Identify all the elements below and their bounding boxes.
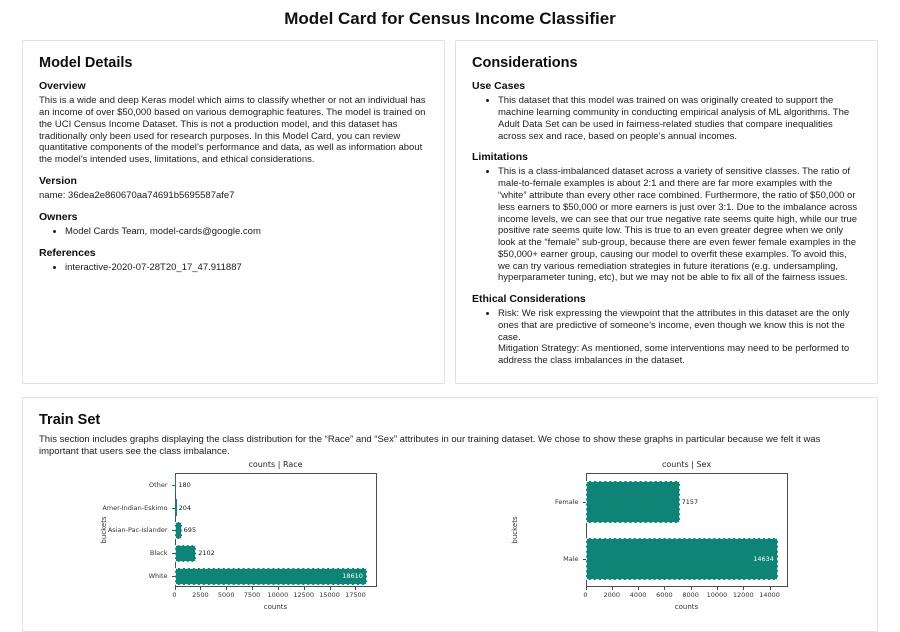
bar-white [175, 568, 367, 585]
xtick-mark [355, 587, 356, 590]
charts-row [39, 460, 861, 618]
bar-value: 7157 [681, 497, 699, 506]
bar-value: 180 [178, 480, 191, 489]
version-heading: Version [39, 174, 77, 187]
ethical-item [498, 308, 861, 367]
ytick-label: Male [563, 554, 579, 563]
xtick-label: 12000 [732, 591, 754, 600]
bar-asian-pac-islander [175, 522, 182, 539]
ethical-considerations-list [472, 308, 861, 367]
sex-chart-column [450, 460, 861, 618]
bar-other [175, 476, 177, 493]
ytick-label: Amer-Indian-Eskimo [102, 503, 168, 512]
considerations-heading: Considerations [472, 55, 578, 72]
race-counts-chart [99, 460, 391, 618]
chart-xlabel: counts [674, 603, 699, 612]
xtick-label: 0 [172, 591, 177, 600]
model-details-heading: Model Details [39, 55, 133, 72]
ytick-label: Black [149, 549, 168, 558]
bar-value: 14634 [753, 554, 774, 563]
xtick-mark [586, 587, 587, 590]
ytick-label: Female [554, 497, 579, 506]
xtick-label: 5000 [217, 591, 235, 600]
ethical-risk-text: • Risk: We risk expressing the viewpoint that the attributes in this dataset are the only ones that are predictive of someone’s income, even though we know this is not the case. [498, 308, 850, 343]
xtick-mark [200, 587, 201, 590]
bar-value: 695 [183, 526, 197, 535]
ytick-label: Other [149, 480, 168, 489]
ethical-considerations-heading: Ethical Considerations [472, 293, 586, 306]
xtick-mark [330, 587, 331, 590]
use-case-item: • This dataset that this model was trained on was originally created to support the machine learning community in conducting empirical analysis of ML algorithms. The Adult Data Set can be used in fairness-related studies that compare inequalities across sex and race, based on people’s annual incomes. [498, 95, 861, 142]
limitations-list [472, 166, 861, 284]
xtick-mark [638, 587, 639, 590]
xtick-mark [252, 587, 253, 590]
xtick-label: 4000 [629, 591, 647, 600]
ytick-mark [172, 576, 175, 577]
model-details-card [22, 40, 445, 384]
xtick-label: 8000 [682, 591, 699, 600]
ytick-label: Asian-Pac-Islander [107, 526, 168, 535]
ytick-label: White [148, 572, 168, 581]
bar-female [586, 481, 680, 524]
xtick-mark [717, 587, 718, 590]
xtick-mark [226, 587, 227, 590]
bar-male [586, 538, 778, 581]
xtick-mark [664, 587, 665, 590]
xtick-label: 2500 [192, 591, 209, 600]
top-cards-row [22, 40, 878, 384]
train-set-description: This section includes graphs displaying the class distribution for the “Race” and “Sex” attributes in our training dataset. We chose to show these graphs in particular because we felt it was important that users see the class imbalance. [39, 433, 821, 457]
chart-xlabel: counts [263, 603, 288, 612]
xtick-label: 10000 [706, 591, 728, 600]
xtick-mark [743, 587, 744, 590]
considerations-card [455, 40, 878, 384]
xtick-mark [770, 587, 771, 590]
train-set-card [22, 397, 878, 632]
xtick-label: 7500 [243, 591, 261, 600]
xtick-label: 15000 [319, 591, 340, 600]
version-text: name: 36dea2e860670aa74691b5695587afe7 [39, 189, 235, 201]
xtick-label: 14000 [759, 591, 780, 600]
overview-text: This is a wide and deep Keras model which aims to classify whether or not an individual has an income of over $50,000 based on various demographic features. The model is trained on the UCI Census Income Dataset. This is not a production model, and this dataset has traditionally only been used for research purposes. In this Model Card, you can review quantitative components of the model’s performance and data, as well as information about the model’s intended uses, limitations, and ethical considerations. [39, 95, 426, 166]
ethical-mitigation-text: Mitigation Strategy: As mentioned, some interventions may need to be performed to address the class imbalances in the dataset. [498, 343, 850, 367]
train-set-heading: Train Set [39, 411, 101, 428]
limitations-heading: Limitations [472, 151, 529, 164]
xtick-label: 0 [583, 591, 588, 600]
use-cases-heading: Use Cases [472, 80, 526, 93]
references-heading: References [39, 246, 96, 259]
bar-amer-indian-eskimo [175, 499, 177, 516]
xtick-label: 6000 [656, 591, 673, 600]
xtick-label: 12500 [293, 591, 315, 600]
ytick-mark [172, 485, 175, 486]
xtick-mark [175, 587, 176, 590]
bar-value: 204 [178, 503, 192, 512]
owner-item: • Model Cards Team, model-cards@google.com [65, 226, 428, 238]
xtick-mark [304, 587, 305, 590]
xtick-mark [278, 587, 279, 590]
owners-heading: Owners [39, 210, 78, 223]
chart-ylabel: buckets [99, 516, 108, 545]
ytick-mark [172, 508, 175, 509]
race-chart-column [39, 460, 450, 618]
owners-list [39, 226, 428, 238]
xtick-label: 17500 [345, 591, 366, 600]
xtick-mark [612, 587, 613, 590]
chart-ylabel: buckets [510, 516, 519, 545]
references-list [39, 262, 428, 274]
bar-black [175, 545, 197, 562]
limitation-item: • This is a class-imbalanced dataset across a variety of sensitive classes. The ratio of male-to-female examples is about 2:1 and there are far more examples with the “white” attribute than every other race combined. Furthermore, the ratio of $50,000 or less earners to $50,000 or more earners is just over 3:1. Due to the imbalance across income levels, we can see that our true negative rate seems quite high, while our true positive rate seems quite low. This is true to an even greater degree when we only look at the “female” sub-group, because there are even fewer female examples in the $50,000+ earner group, causing our model to overfit these examples. To avoid this, we can try various remediation strategies in future iterations (e.g. undersampling, hyperparameter tuning, etc), but we may not be able to fix all of the fairness issues. [498, 166, 861, 284]
sex-counts-chart [510, 460, 802, 618]
bar-value: 2102 [198, 549, 215, 558]
ytick-mark [172, 530, 175, 531]
xtick-label: 2000 [603, 591, 621, 600]
ytick-mark [583, 502, 586, 503]
ytick-mark [583, 559, 586, 560]
use-cases-list [472, 95, 861, 142]
xtick-label: 10000 [267, 591, 289, 600]
page-title: Model Card for Census Income Classifier [284, 9, 616, 28]
overview-heading: Overview [39, 80, 86, 93]
reference-item: • interactive-2020-07-28T20_17_47.911887 [65, 262, 428, 274]
xtick-mark [691, 587, 692, 590]
ytick-mark [172, 553, 175, 554]
chart-title: counts | Sex [661, 460, 712, 470]
chart-title: counts | Race [248, 460, 303, 470]
bar-value: 18610 [342, 572, 363, 581]
